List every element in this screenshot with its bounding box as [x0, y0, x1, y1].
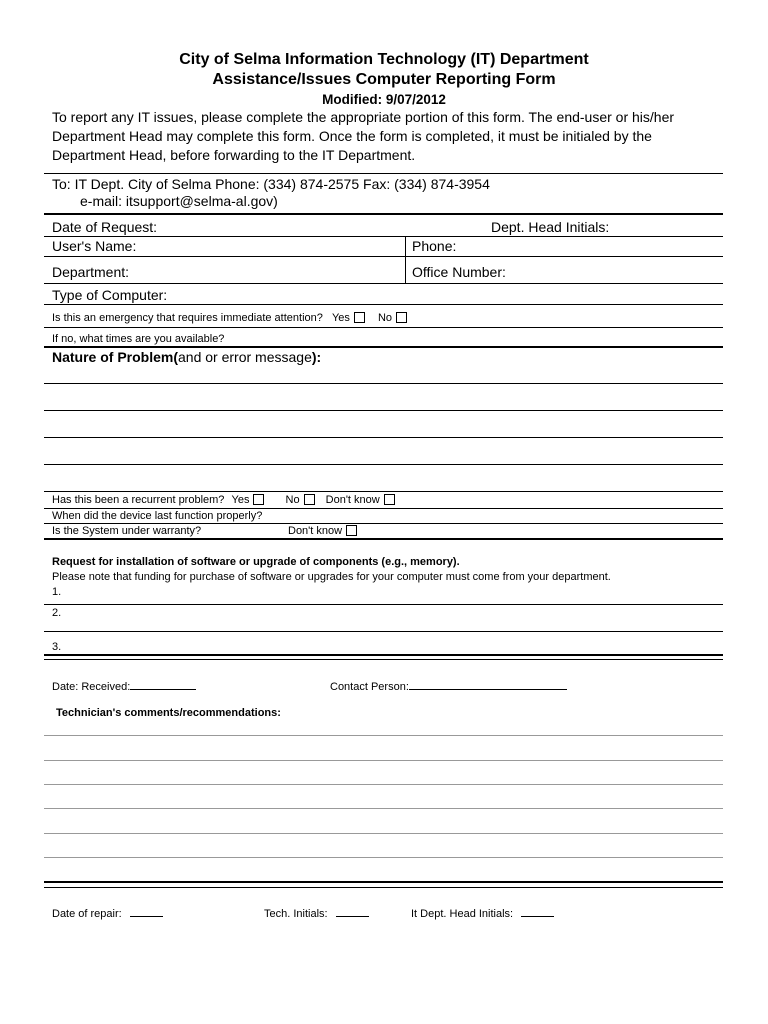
problem-line[interactable] — [44, 383, 723, 384]
date-of-repair: Date of repair: — [52, 905, 163, 920]
comment-line[interactable] — [44, 833, 723, 834]
if-no-times-label: If no, what times are you available? — [52, 333, 225, 345]
email-line: e-mail: itsupport@selma-al.gov) — [80, 193, 278, 209]
recurrent-dont-know-checkbox[interactable] — [384, 494, 395, 505]
warranty-dont-know: Don't know — [288, 525, 357, 537]
divider — [44, 304, 723, 305]
last-function-question: When did the device last function properly? — [52, 510, 263, 522]
divider — [44, 659, 723, 660]
modified-date: Modified: 9/07/2012 — [322, 92, 446, 107]
emergency-yes-label: Yes — [331, 312, 350, 324]
divider — [44, 881, 723, 883]
it-head-initials-blank[interactable] — [521, 905, 554, 917]
warranty-dont-know-checkbox[interactable] — [346, 525, 357, 536]
form-subtitle: Assistance/Issues Computer Reporting Form — [212, 71, 556, 88]
tech-initials-blank[interactable] — [336, 905, 369, 917]
item-line — [44, 604, 723, 605]
divider — [44, 523, 723, 524]
comment-line[interactable] — [44, 735, 723, 736]
comment-line[interactable] — [44, 784, 723, 785]
divider — [44, 213, 723, 215]
problem-line[interactable] — [44, 491, 723, 492]
dept-head-initials-label: Dept. Head Initials: — [491, 219, 610, 235]
divider — [44, 508, 723, 509]
recurrent-no-label: No — [285, 494, 300, 506]
it-head-initials: It Dept. Head Initials: — [411, 905, 554, 920]
recurrent-yes-label: Yes — [231, 494, 250, 506]
divider — [44, 283, 723, 284]
warranty-question: Is the System under warranty? — [52, 525, 202, 537]
software-note: Please note that funding for purchase of software or upgrades for your computer must come from your department. — [52, 571, 611, 583]
comment-line[interactable] — [44, 857, 723, 858]
divider — [44, 236, 723, 237]
divider — [44, 654, 723, 656]
form-title: City of Selma Information Technology (IT) Department — [179, 51, 589, 68]
divider — [44, 327, 723, 328]
recurrent-dont-know-label: Don't know — [325, 494, 380, 506]
emergency-question: Is this an emergency that requires immediate attention? — [52, 312, 323, 324]
emergency-no-checkbox[interactable] — [396, 312, 407, 323]
date-of-request-label: Date of Request: — [52, 219, 158, 235]
intro-paragraph: To report any IT issues, please complete the appropriate portion of this form. The end-user or his/her Department Head may complete this form. Once the form is completed, it must be initialed by the Department Head, before forwarding to the IT Department. — [52, 109, 675, 163]
divider — [44, 538, 723, 540]
divider — [44, 173, 723, 174]
department-label: Department: — [52, 264, 130, 280]
date-received-blank[interactable] — [130, 678, 196, 690]
emergency-row — [52, 312, 407, 324]
office-number-label: Office Number: — [412, 264, 506, 280]
divider — [44, 346, 723, 348]
users-name-label: User's Name: — [52, 238, 137, 254]
emergency-no-label: No — [377, 312, 393, 324]
problem-line[interactable] — [44, 410, 723, 411]
contact-person: Contact Person: — [330, 678, 567, 693]
emergency-yes-checkbox[interactable] — [354, 312, 365, 323]
type-of-computer-label: Type of Computer: — [52, 287, 168, 303]
divider — [44, 887, 723, 888]
to-line: To: IT Dept. City of Selma Phone: (334) 874-2575 Fax: (334) 874-3954 — [52, 176, 490, 192]
problem-line[interactable] — [44, 464, 723, 465]
tech-initials: Tech. Initials: — [264, 905, 369, 920]
recurrent-yes-checkbox[interactable] — [253, 494, 264, 505]
date-of-repair-blank[interactable] — [130, 905, 163, 917]
comment-line[interactable] — [44, 760, 723, 761]
phone-label: Phone: — [412, 238, 457, 254]
item-line — [44, 631, 723, 632]
tech-comments-label: Technician's comments/recommendations: — [56, 707, 281, 719]
recurrent-row — [52, 494, 395, 506]
software-item-1[interactable]: 1. — [52, 586, 62, 598]
comment-line[interactable] — [44, 808, 723, 809]
column-divider — [405, 236, 406, 283]
recurrent-no-checkbox[interactable] — [304, 494, 315, 505]
nature-of-problem-label: Nature of Problem(and or error message): — [52, 349, 322, 365]
date-received: Date: Received: — [52, 678, 196, 693]
divider — [44, 256, 723, 257]
recurrent-question: Has this been a recurrent problem? — [52, 494, 225, 506]
software-heading: Request for installation of software or upgrade of components (e.g., memory). — [52, 556, 460, 568]
problem-line[interactable] — [44, 437, 723, 438]
software-item-2[interactable]: 2. — [52, 607, 62, 619]
software-item-3[interactable]: 3. — [52, 641, 62, 653]
contact-person-blank[interactable] — [409, 678, 567, 690]
